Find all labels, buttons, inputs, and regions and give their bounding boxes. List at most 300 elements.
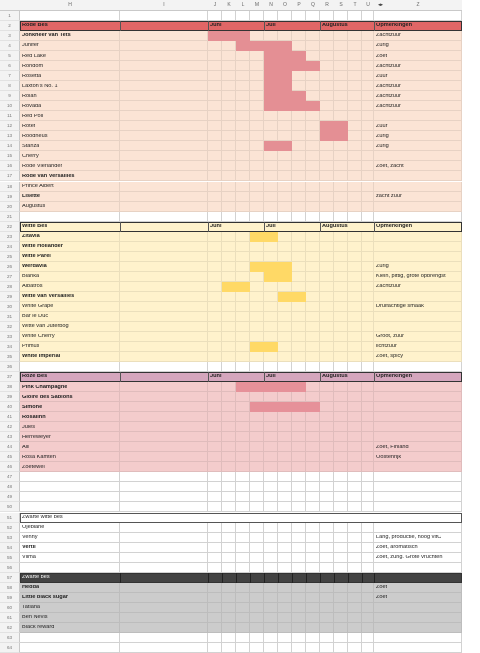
grid-cell[interactable] (320, 51, 334, 61)
grid-cell[interactable] (320, 362, 334, 372)
grid-cell[interactable] (292, 553, 306, 563)
grid-cell[interactable] (222, 412, 236, 422)
grid-cell[interactable] (20, 442, 120, 452)
grid-cell[interactable] (120, 182, 208, 192)
grid-cell[interactable] (362, 583, 374, 593)
grid-cell[interactable] (264, 633, 278, 643)
row-number[interactable]: 14 (0, 141, 20, 151)
grid-cell[interactable] (334, 583, 348, 593)
grid-cell[interactable] (264, 533, 278, 543)
grid-cell[interactable] (348, 623, 362, 633)
grid-cell[interactable] (264, 563, 278, 573)
grid-cell[interactable] (222, 11, 236, 21)
grid-cell[interactable] (292, 131, 306, 141)
grid-cell[interactable] (208, 101, 222, 111)
grid-cell[interactable] (362, 61, 374, 71)
grid-cell[interactable] (208, 51, 222, 61)
grid-cell[interactable] (278, 643, 292, 653)
row-number[interactable]: 57 (0, 573, 20, 583)
grid-cell[interactable] (334, 352, 348, 362)
grid-cell[interactable] (264, 111, 278, 121)
grid-cell[interactable] (264, 242, 278, 252)
grid-cell[interactable] (250, 51, 264, 61)
grid-cell[interactable] (292, 151, 306, 161)
grid-cell[interactable] (362, 523, 374, 533)
grid-cell[interactable] (250, 352, 264, 362)
grid-cell[interactable] (20, 502, 120, 512)
grid-cell[interactable] (292, 613, 306, 623)
grid-cell[interactable] (236, 633, 250, 643)
grid-cell[interactable] (250, 472, 264, 482)
grid-cell[interactable] (334, 11, 348, 21)
grid-cell[interactable] (292, 11, 306, 21)
grid-cell[interactable] (292, 432, 306, 442)
row-number[interactable]: 27 (0, 272, 20, 282)
row-number[interactable]: 49 (0, 492, 20, 502)
row-number[interactable]: 33 (0, 332, 20, 342)
grid-cell[interactable] (374, 472, 462, 482)
grid-cell[interactable] (250, 81, 264, 91)
grid-cell[interactable] (348, 292, 362, 302)
grid-cell[interactable] (222, 131, 236, 141)
grid-cell[interactable] (320, 272, 334, 282)
grid-cell[interactable] (250, 192, 264, 202)
grid-cell[interactable] (120, 583, 208, 593)
grid-cell[interactable] (250, 11, 264, 21)
grid-cell[interactable] (208, 171, 222, 181)
grid-cell[interactable] (278, 352, 292, 362)
grid-cell[interactable] (348, 472, 362, 482)
grid-cell[interactable] (292, 583, 306, 593)
grid-cell[interactable] (208, 282, 222, 292)
grid-cell[interactable] (264, 121, 278, 131)
grid-cell[interactable] (120, 462, 208, 472)
grid-cell[interactable] (292, 332, 306, 342)
grid-cell[interactable] (362, 41, 374, 51)
row-number[interactable]: 25 (0, 252, 20, 262)
grid-cell[interactable] (348, 182, 362, 192)
grid-cell[interactable] (292, 41, 306, 51)
row-number[interactable]: 60 (0, 603, 20, 613)
grid-cell[interactable] (348, 111, 362, 121)
grid-cell[interactable] (250, 593, 264, 603)
grid-cell[interactable] (362, 502, 374, 512)
grid-cell[interactable] (348, 252, 362, 262)
grid-cell[interactable] (222, 342, 236, 352)
grid-cell[interactable] (120, 171, 208, 181)
grid-cell[interactable] (278, 462, 292, 472)
grid-cell[interactable] (374, 563, 462, 573)
grid-cell[interactable] (120, 141, 208, 151)
grid-cell[interactable] (222, 272, 236, 282)
grid-cell[interactable] (120, 502, 208, 512)
grid-cell[interactable] (362, 432, 374, 442)
grid-cell[interactable] (334, 492, 348, 502)
grid-cell[interactable] (292, 111, 306, 121)
grid-cell[interactable] (236, 101, 250, 111)
column-header-s[interactable]: S (334, 0, 348, 11)
grid-cell[interactable] (264, 593, 278, 603)
grid-cell[interactable] (264, 302, 278, 312)
grid-cell[interactable] (120, 603, 208, 613)
grid-cell[interactable] (222, 603, 236, 613)
grid-cell[interactable] (334, 202, 348, 212)
grid-cell[interactable] (334, 322, 348, 332)
grid-cell[interactable] (306, 51, 320, 61)
grid-cell[interactable] (348, 593, 362, 603)
grid-cell[interactable] (250, 633, 264, 643)
grid-cell[interactable] (120, 472, 208, 482)
grid-cell[interactable] (348, 212, 362, 222)
grid-cell[interactable] (278, 192, 292, 202)
row-number[interactable]: 31 (0, 312, 20, 322)
grid-cell[interactable] (236, 442, 250, 452)
grid-cell[interactable] (120, 342, 208, 352)
grid-cell[interactable] (236, 482, 250, 492)
grid-cell[interactable] (222, 262, 236, 272)
grid-cell[interactable] (208, 212, 222, 222)
grid-cell[interactable] (374, 292, 462, 302)
row-number[interactable]: 15 (0, 151, 20, 161)
grid-cell[interactable] (278, 342, 292, 352)
row-number[interactable]: 8 (0, 81, 20, 91)
grid-cell[interactable] (320, 71, 334, 81)
grid-cell[interactable] (236, 362, 250, 372)
row-number[interactable]: 46 (0, 462, 20, 472)
grid-cell[interactable] (334, 101, 348, 111)
grid-cell[interactable] (222, 563, 236, 573)
grid-cell[interactable] (348, 482, 362, 492)
grid-cell[interactable] (222, 121, 236, 131)
row-number[interactable]: 59 (0, 593, 20, 603)
grid-cell[interactable] (320, 583, 334, 593)
grid-cell[interactable] (278, 242, 292, 252)
grid-cell[interactable] (222, 543, 236, 553)
grid-cell[interactable] (320, 91, 334, 101)
grid-cell[interactable] (250, 151, 264, 161)
grid-cell[interactable] (334, 161, 348, 171)
row-number[interactable]: 61 (0, 613, 20, 623)
grid-cell[interactable] (374, 412, 462, 422)
grid-cell[interactable] (120, 482, 208, 492)
grid-cell[interactable] (250, 643, 264, 653)
row-number[interactable]: 22 (0, 222, 20, 232)
grid-cell[interactable] (362, 101, 374, 111)
grid-cell[interactable] (292, 502, 306, 512)
grid-cell[interactable] (208, 452, 222, 462)
grid-cell[interactable] (362, 282, 374, 292)
grid-cell[interactable] (306, 41, 320, 51)
row-number[interactable]: 28 (0, 282, 20, 292)
grid-cell[interactable] (120, 91, 208, 101)
grid-cell[interactable] (264, 643, 278, 653)
grid-cell[interactable] (208, 502, 222, 512)
grid-cell[interactable] (20, 633, 120, 643)
grid-cell[interactable] (348, 462, 362, 472)
grid-cell[interactable] (292, 543, 306, 553)
grid-cell[interactable] (362, 232, 374, 242)
grid-cell[interactable] (236, 242, 250, 252)
grid-cell[interactable] (208, 623, 222, 633)
grid-cell[interactable] (334, 262, 348, 272)
grid-cell[interactable] (250, 252, 264, 262)
row-number[interactable]: 30 (0, 302, 20, 312)
grid-cell[interactable] (264, 523, 278, 533)
grid-cell[interactable] (222, 553, 236, 563)
grid-cell[interactable] (236, 202, 250, 212)
row-number[interactable]: 10 (0, 101, 20, 111)
row-number[interactable]: 9 (0, 91, 20, 101)
grid-cell[interactable] (278, 131, 292, 141)
grid-cell[interactable] (120, 161, 208, 171)
grid-cell[interactable] (278, 482, 292, 492)
grid-cell[interactable] (264, 282, 278, 292)
grid-cell[interactable] (348, 412, 362, 422)
grid-cell[interactable] (292, 242, 306, 252)
row-number[interactable]: 43 (0, 432, 20, 442)
grid-cell[interactable] (222, 462, 236, 472)
grid-cell[interactable] (292, 482, 306, 492)
grid-cell[interactable] (320, 322, 334, 332)
grid-cell[interactable] (222, 623, 236, 633)
grid-cell[interactable] (208, 362, 222, 372)
row-number[interactable]: 40 (0, 402, 20, 412)
grid-cell[interactable] (250, 492, 264, 502)
grid-cell[interactable] (222, 593, 236, 603)
grid-cell[interactable] (362, 452, 374, 462)
grid-cell[interactable] (264, 492, 278, 502)
grid-cell[interactable] (208, 523, 222, 533)
grid-cell[interactable] (334, 523, 348, 533)
grid-cell[interactable] (208, 121, 222, 131)
row-number[interactable]: 53 (0, 533, 20, 543)
grid-cell[interactable] (264, 543, 278, 553)
grid-cell[interactable] (120, 402, 208, 412)
grid-cell[interactable] (250, 202, 264, 212)
grid-cell[interactable] (120, 643, 208, 653)
grid-cell[interactable] (320, 141, 334, 151)
grid-cell[interactable] (20, 362, 120, 372)
grid-cell[interactable] (208, 422, 222, 432)
grid-cell[interactable] (320, 292, 334, 302)
grid-cell[interactable] (362, 212, 374, 222)
grid-cell[interactable] (292, 182, 306, 192)
grid-cell[interactable] (264, 192, 278, 202)
grid-cell[interactable] (236, 502, 250, 512)
grid-cell[interactable] (208, 182, 222, 192)
grid-cell[interactable] (250, 212, 264, 222)
grid-cell[interactable] (362, 603, 374, 613)
grid-cell[interactable] (306, 212, 320, 222)
grid-cell[interactable] (334, 482, 348, 492)
grid-cell[interactable] (306, 171, 320, 181)
grid-cell[interactable] (222, 472, 236, 482)
grid-cell[interactable] (374, 111, 462, 121)
grid-cell[interactable] (320, 81, 334, 91)
grid-cell[interactable] (348, 242, 362, 252)
grid-cell[interactable] (306, 482, 320, 492)
grid-cell[interactable] (264, 11, 278, 21)
grid-cell[interactable] (306, 583, 320, 593)
grid-cell[interactable] (208, 131, 222, 141)
grid-cell[interactable] (278, 523, 292, 533)
grid-cell[interactable] (348, 492, 362, 502)
row-number[interactable]: 4 (0, 41, 20, 51)
grid-cell[interactable] (264, 452, 278, 462)
grid-cell[interactable] (120, 71, 208, 81)
row-number[interactable]: 56 (0, 563, 20, 573)
grid-cell[interactable] (348, 362, 362, 372)
grid-cell[interactable] (208, 392, 222, 402)
grid-cell[interactable] (306, 533, 320, 543)
grid-cell[interactable] (222, 171, 236, 181)
grid-cell[interactable] (292, 643, 306, 653)
grid-cell[interactable] (374, 623, 462, 633)
grid-cell[interactable] (236, 342, 250, 352)
grid-cell[interactable] (320, 553, 334, 563)
grid-cell[interactable] (348, 192, 362, 202)
grid-cell[interactable] (306, 202, 320, 212)
grid-cell[interactable] (264, 472, 278, 482)
grid-cell[interactable] (120, 252, 208, 262)
grid-cell[interactable] (250, 91, 264, 101)
grid-cell[interactable] (334, 171, 348, 181)
grid-cell[interactable] (278, 182, 292, 192)
grid-cell[interactable] (292, 452, 306, 462)
grid-cell[interactable] (250, 583, 264, 593)
grid-cell[interactable] (250, 553, 264, 563)
grid-cell[interactable] (120, 412, 208, 422)
grid-cell[interactable] (120, 111, 208, 121)
grid-cell[interactable] (250, 322, 264, 332)
grid-cell[interactable] (278, 472, 292, 482)
grid-cell[interactable] (250, 182, 264, 192)
grid-cell[interactable] (278, 412, 292, 422)
grid-cell[interactable] (222, 232, 236, 242)
grid-cell[interactable] (362, 553, 374, 563)
grid-cell[interactable] (348, 121, 362, 131)
grid-cell[interactable] (208, 192, 222, 202)
grid-cell[interactable] (362, 623, 374, 633)
grid-cell[interactable] (362, 161, 374, 171)
grid-cell[interactable] (236, 61, 250, 71)
row-number[interactable]: 44 (0, 442, 20, 452)
grid-cell[interactable] (362, 442, 374, 452)
grid-cell[interactable] (278, 362, 292, 372)
grid-cell[interactable] (306, 412, 320, 422)
grid-cell[interactable] (236, 11, 250, 21)
grid-cell[interactable] (250, 111, 264, 121)
grid-cell[interactable] (306, 11, 320, 21)
grid-cell[interactable] (222, 111, 236, 121)
grid-cell[interactable] (250, 462, 264, 472)
grid-cell[interactable] (320, 202, 334, 212)
grid-cell[interactable] (334, 553, 348, 563)
grid-cell[interactable] (250, 282, 264, 292)
grid-cell[interactable] (362, 242, 374, 252)
grid-cell[interactable] (278, 543, 292, 553)
grid-cell[interactable] (250, 523, 264, 533)
grid-cell[interactable] (306, 282, 320, 292)
grid-cell[interactable] (374, 392, 462, 402)
grid-cell[interactable] (278, 593, 292, 603)
grid-cell[interactable] (292, 71, 306, 81)
row-number[interactable]: 17 (0, 171, 20, 181)
grid-cell[interactable] (374, 171, 462, 181)
grid-cell[interactable] (236, 523, 250, 533)
grid-cell[interactable] (348, 312, 362, 322)
grid-cell[interactable] (320, 442, 334, 452)
grid-cell[interactable] (334, 382, 348, 392)
grid-cell[interactable] (348, 131, 362, 141)
grid-cell[interactable] (374, 382, 462, 392)
row-number[interactable]: 35 (0, 352, 20, 362)
grid-cell[interactable] (292, 262, 306, 272)
grid-cell[interactable] (292, 161, 306, 171)
grid-cell[interactable] (236, 192, 250, 202)
grid-cell[interactable] (278, 282, 292, 292)
grid-cell[interactable] (320, 472, 334, 482)
column-header-q[interactable]: Q (306, 0, 320, 11)
grid-cell[interactable] (348, 101, 362, 111)
grid-cell[interactable] (292, 322, 306, 332)
grid-cell[interactable] (236, 623, 250, 633)
grid-cell[interactable] (120, 131, 208, 141)
grid-cell[interactable] (362, 613, 374, 623)
grid-cell[interactable] (250, 563, 264, 573)
grid-cell[interactable] (236, 182, 250, 192)
grid-cell[interactable] (278, 111, 292, 121)
grid-cell[interactable] (362, 51, 374, 61)
grid-cell[interactable] (348, 633, 362, 643)
grid-cell[interactable] (222, 432, 236, 442)
grid-cell[interactable] (334, 633, 348, 643)
grid-cell[interactable] (320, 342, 334, 352)
grid-cell[interactable] (222, 492, 236, 502)
grid-cell[interactable] (320, 502, 334, 512)
grid-cell[interactable] (250, 533, 264, 543)
grid-cell[interactable] (120, 543, 208, 553)
grid-cell[interactable] (320, 462, 334, 472)
grid-cell[interactable] (292, 192, 306, 202)
row-number[interactable]: 1 (0, 11, 20, 21)
grid-cell[interactable] (374, 603, 462, 613)
row-number[interactable]: 20 (0, 202, 20, 212)
grid-cell[interactable] (306, 141, 320, 151)
grid-cell[interactable] (250, 412, 264, 422)
grid-cell[interactable] (362, 302, 374, 312)
grid-cell[interactable] (334, 31, 348, 41)
grid-cell[interactable] (264, 603, 278, 613)
grid-cell[interactable] (306, 252, 320, 262)
grid-cell[interactable] (250, 71, 264, 81)
grid-cell[interactable] (306, 242, 320, 252)
grid-cell[interactable] (306, 312, 320, 322)
grid-cell[interactable] (348, 272, 362, 282)
row-number[interactable]: 3 (0, 31, 20, 41)
grid-cell[interactable] (362, 482, 374, 492)
grid-cell[interactable] (278, 492, 292, 502)
grid-cell[interactable] (374, 202, 462, 212)
grid-cell[interactable] (236, 262, 250, 272)
grid-cell[interactable] (120, 563, 208, 573)
grid-cell[interactable] (334, 151, 348, 161)
grid-cell[interactable] (278, 302, 292, 312)
grid-cell[interactable] (236, 533, 250, 543)
grid-cell[interactable] (334, 61, 348, 71)
grid-cell[interactable] (120, 101, 208, 111)
grid-cell[interactable] (20, 212, 120, 222)
